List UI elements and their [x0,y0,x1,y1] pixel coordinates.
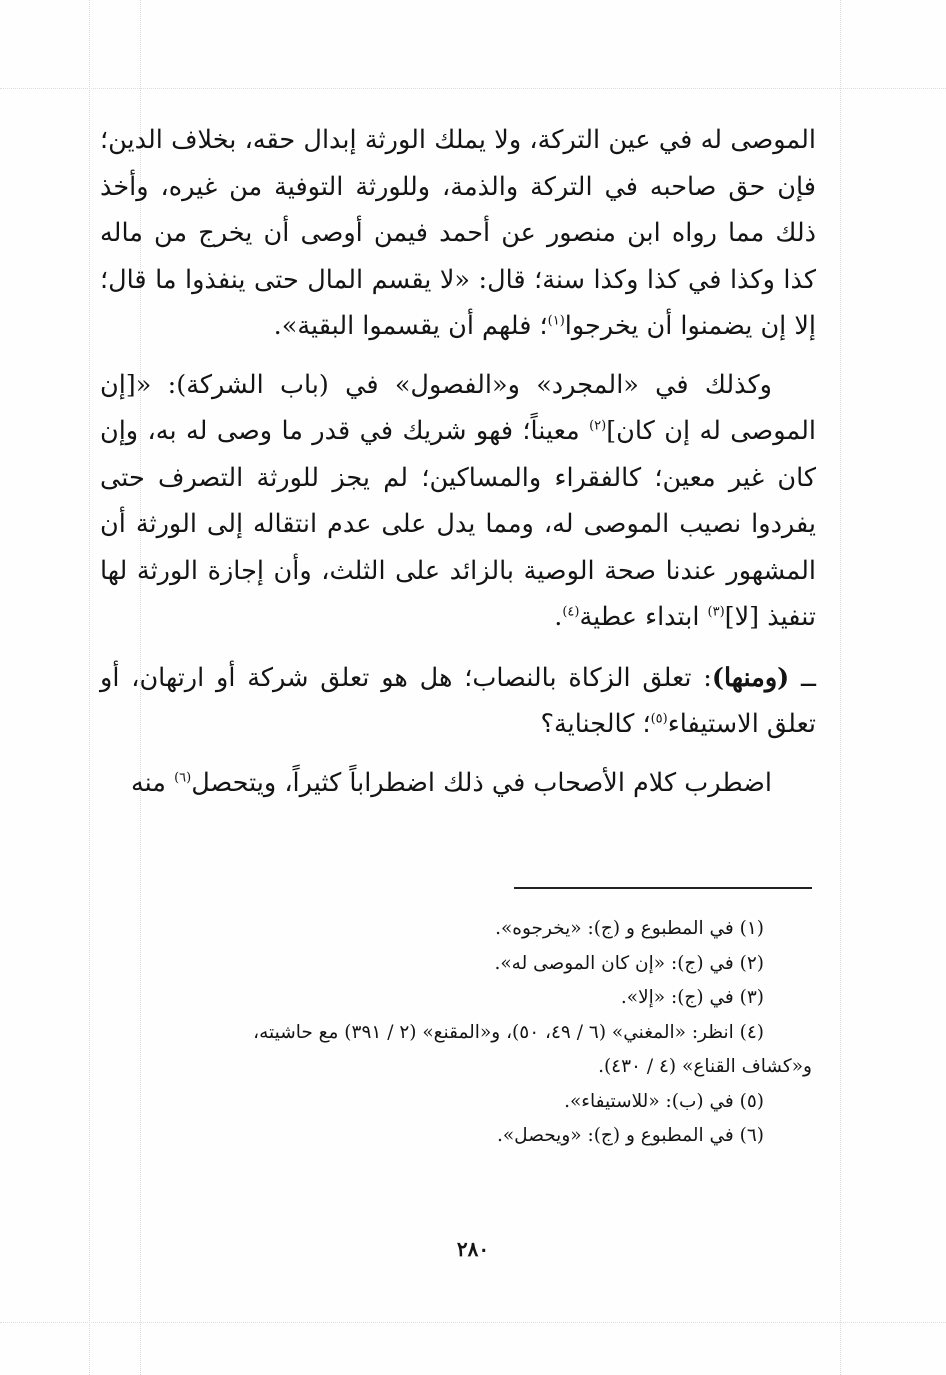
section-text-b: ؛ كالجناية؟ [540,709,651,739]
footnote-ref-4[interactable]: (٤) [562,604,580,620]
paragraph-2-text-d: . [554,602,563,632]
section-item [100,655,816,748]
paragraph-1-end: ؛ فلهم أن يقسموا البقية». [273,311,548,341]
section-dash: ــ [789,662,816,693]
scan-guide-line [89,0,90,1375]
paragraph-2-text-b: معيناً؛ فهو شريك في قدر ما وصى له به، وإن كان غير معين؛ كالفقراء والمساكين؛ لم يجز للورثة التصرف حتى يفردوا نصيب الموصى له، ومما يدل على عدم انتقاله إلى الورثة أن المشهور عندنا صحة الوصية بالزائد على الثلث، وأن إجازة الورثة لها تنفيذ [لا] [100,416,816,632]
footnote-ref-1[interactable]: (١) [547,313,565,329]
paragraph-1 [100,117,816,350]
paragraph-2-text-a: وكذلك في «المجرد» و«الفصول» في (باب الشركة): «[إن الموصى له إن كان] [100,369,816,446]
footnote-ref-3[interactable]: (٣) [707,604,725,620]
footnote-3: (٣) في (ج): «إلا». [620,987,764,1008]
footnote-5: (٥) في (ب): «للاستيفاء». [564,1090,764,1112]
section-heading: (ومنها) [711,662,790,693]
paragraph-3 [100,760,816,807]
footnote-4-continuation: و«كشاف القناع» (٤ / ٤٣٠). [598,1056,812,1077]
paragraph-3-text-b: منه [130,767,175,798]
paragraph-2 [100,362,816,641]
paragraph-1-text: الموصى له في عين التركة، ولا يملك الورثة إبدال حقه، بخلاف الدين؛ فإن حق صاحبه في التركة والذمة، وللورثة التوفية من غيره، وأخذ ذلك مما رواه ابن منصور عن أحمد فيمن أوصى أن يخرج من ماله كذا وكذا في كذا وكذا سنة؛ قال: «لا يقسم المال حتى ينفذوا ما قال؛ إلا إن يضمنوا أن يخرجوا [100,125,816,341]
paragraph-2-text-c: ابتداء عطية [579,602,708,632]
paragraph-3-text-a: اضطرب كلام الأصحاب في ذلك اضطراباً كثيراً، ويتحصل [191,767,772,798]
footnote-divider [514,887,812,889]
scan-guide-line [840,0,841,1375]
main-text [100,117,816,806]
footnote-ref-6[interactable]: (٦) [174,770,192,785]
footnote-ref-2[interactable]: (٢) [589,418,607,434]
footnotes [100,912,812,1154]
footnote-6: (٦) في المطبوع و (ج): «ويحصل». [496,1125,764,1146]
footnote-ref-5[interactable]: (٥) [650,711,668,727]
section-text-a: : تعلق الزكاة بالنصاب؛ هل هو تعلق شركة أو ارتهان، أو تعلق الاستيفاء [100,662,816,739]
footnote-2: (٢) في (ج): «إن كان الموصى له». [494,952,764,974]
scan-guide-line [0,88,946,89]
scan-guide-line [0,1322,946,1323]
page-number: ٢٨٠ [456,1237,490,1261]
footnote-1: (١) في المطبوع و (ج): «يخرجوه». [495,918,764,939]
footnote-4: (٤) انظر: «المغني» (٦ / ٤٩، ٥٠)، و«المقنع» (٢ / ٣٩١) مع حاشيته، [253,1021,764,1043]
